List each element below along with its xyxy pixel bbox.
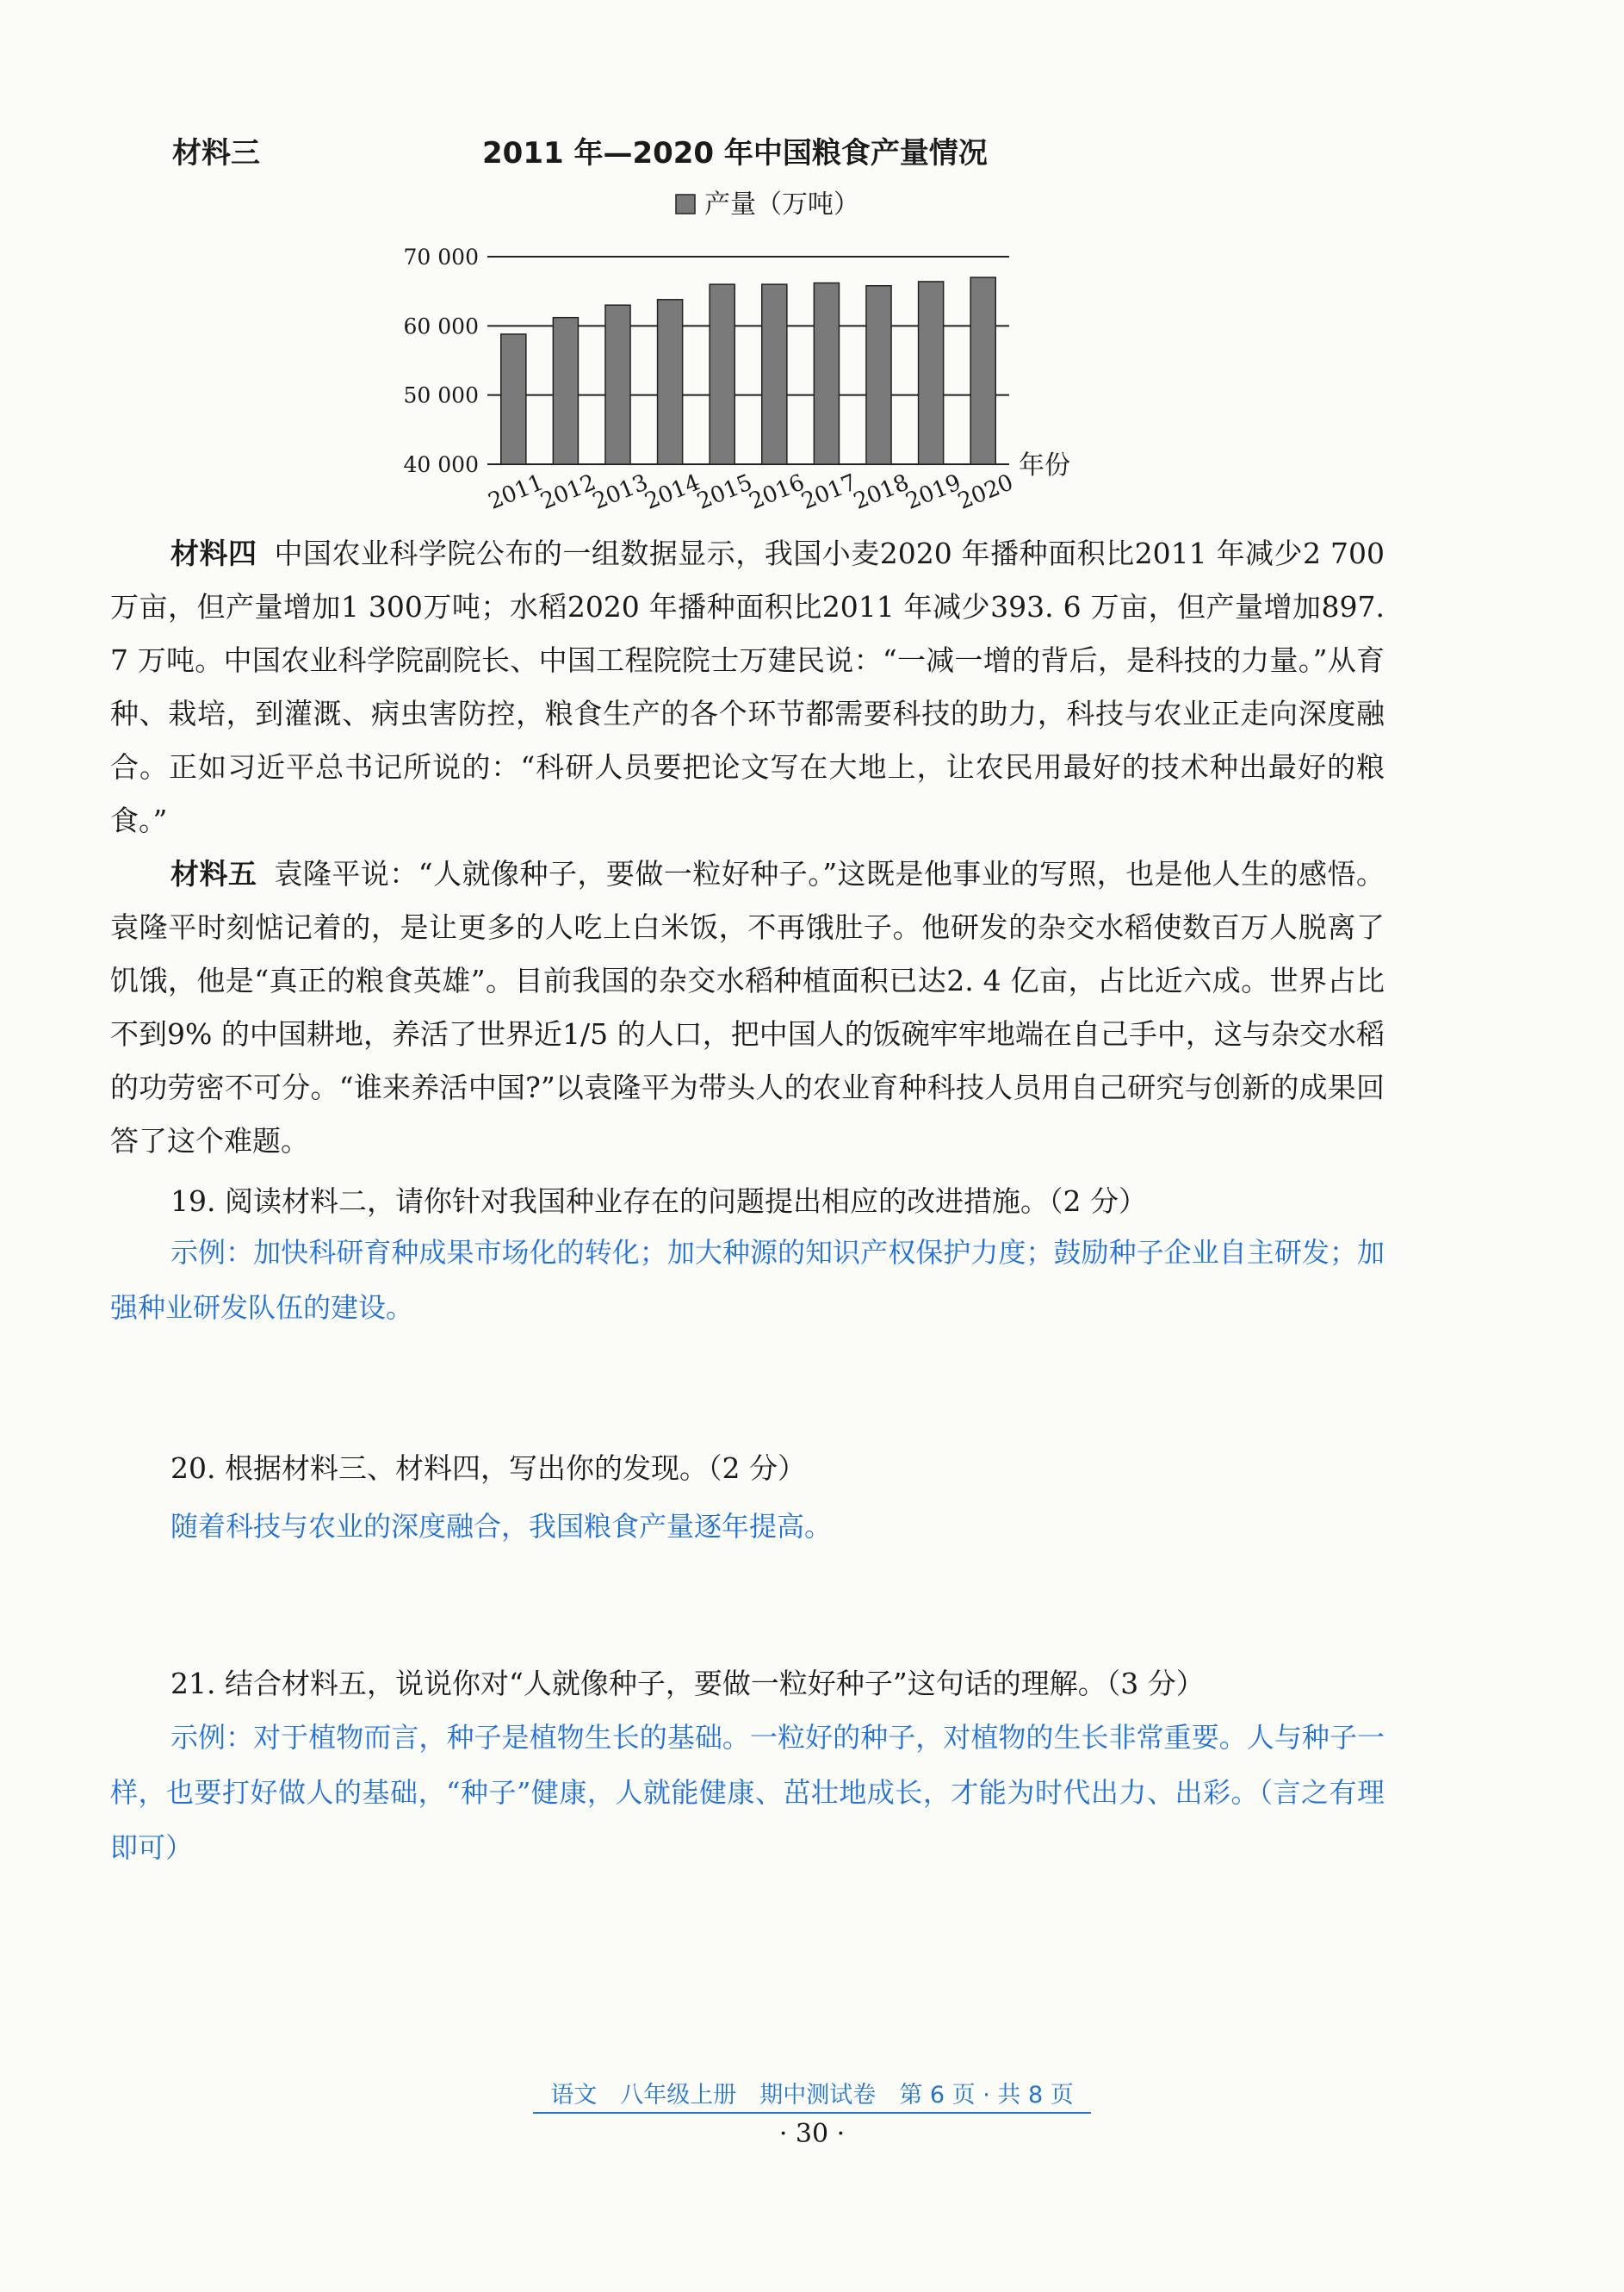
chart-title: 2011 年—2020 年中国粮食产量情况 (482, 136, 988, 171)
x-tick-label: 2015 (693, 469, 756, 515)
material4-paragraph (110, 527, 1385, 848)
x-tick-label: 2017 (797, 469, 861, 515)
x-tick-label: 2012 (536, 469, 600, 515)
x-tick-label: 2011 (485, 469, 548, 515)
material5-paragraph (110, 848, 1385, 1168)
y-tick-label: 40 000 (403, 452, 479, 477)
page-footer (0, 2076, 1624, 2109)
bar-2013 (605, 305, 630, 464)
question-19: 19. 阅读材料二，请你针对我国种业存在的问题提出相应的改进措施。（2 分） (170, 1184, 1147, 1218)
bar-2014 (658, 300, 683, 464)
x-axis-label: 年份 (1019, 450, 1070, 481)
y-tick-label: 70 000 (403, 245, 479, 270)
answer-21: 示例：对于植物而言，种子是植物生长的基础。一粒好的种子，对植物的生长非常重要。人与种子一样，也要打好做人的基础，“种子”健康，人就能健康、茁壮地成长，才能为时代出力、出彩。（言之有理即可） (110, 1721, 1385, 1864)
y-tick-label: 60 000 (403, 314, 479, 339)
material4-label: 材料四 (170, 537, 257, 570)
bar-2012 (553, 318, 578, 464)
bar-2016 (762, 284, 787, 464)
material3-label: 材料三 (172, 136, 260, 171)
legend-label: 产量（万吨） (704, 189, 859, 220)
bar-2015 (710, 284, 735, 464)
bar-2018 (866, 286, 891, 464)
legend-swatch (676, 195, 695, 214)
bar-2020 (970, 277, 995, 464)
x-tick-label: 2016 (746, 469, 809, 515)
x-tick-label: 2020 (954, 469, 1017, 515)
material4-text: 中国农业科学院公布的一组数据显示，我国小麦2020 年播种面积比2011 年减少2 700万亩，但产量增加1 300万吨；水稻2020 年播种面积比2011 年减少393. 6 万亩，但产量增加897. 7 万吨。中国农业科学院副院长、中国工程院院士万建民说：“一减一增的背后，是科技的力量。”从育种、栽培，到灌溉、病虫害防控，粮食生产的各个环节都需要科技的助力，科技与农业正走向深度融合。正如习近平总书记所说的：“科研人员要把论文写在大地上，让农民用最好的技术种出最好的粮食。” (110, 537, 1385, 837)
y-tick-label: 50 000 (403, 382, 479, 408)
bar-2019 (919, 282, 944, 464)
x-tick-label: 2014 (641, 469, 704, 515)
answer-19: 示例：加快科研育种成果市场化的转化；加大种源的知识产权保护力度；鼓励种子企业自主研发；加强种业研发队伍的建设。 (110, 1236, 1385, 1324)
question-21: 21. 结合材料五，说说你对“人就像种子，要做一粒好种子”这句话的理解。（3 分） (170, 1667, 1205, 1700)
footer-text: 语文 八年级上册 期中测试卷 第 6 页 · 共 8 页 (533, 2082, 1090, 2114)
grain-output-chart (0, 0, 1624, 551)
bar-2017 (814, 283, 839, 464)
question-20: 20. 根据材料三、材料四，写出你的发现。（2 分） (170, 1451, 806, 1485)
material5-label: 材料五 (170, 857, 257, 891)
material5-text: 袁隆平说：“人就像种子，要做一粒好种子。”这既是他事业的写照，也是他人生的感悟。袁隆平时刻惦记着的，是让更多的人吃上白米饭，不再饿肚子。他研发的杂交水稻使数百万人脱离了饥饿，他是“真正的粮食英雄”。目前我国的杂交水稻种植面积已达2. 4 亿亩，占比近六成。世界占比不到9% 的中国耕地，养活了世界近1/5 的人口，把中国人的饭碗牢牢地端在自己手中，这与杂交水稻的功劳密不可分。“谁来养活中国?”以袁隆平为带头人的农业育种科技人员用自己研究与创新的成果回答了这个难题。 (110, 857, 1385, 1158)
answer-20: 随着科技与农业的深度融合，我国粮食产量逐年提高。 (170, 1510, 833, 1543)
page-number: · 30 · (778, 2119, 846, 2149)
x-tick-label: 2013 (589, 469, 652, 515)
bar-2011 (501, 334, 526, 464)
x-tick-label: 2018 (850, 469, 913, 515)
x-tick-label: 2019 (902, 469, 965, 515)
